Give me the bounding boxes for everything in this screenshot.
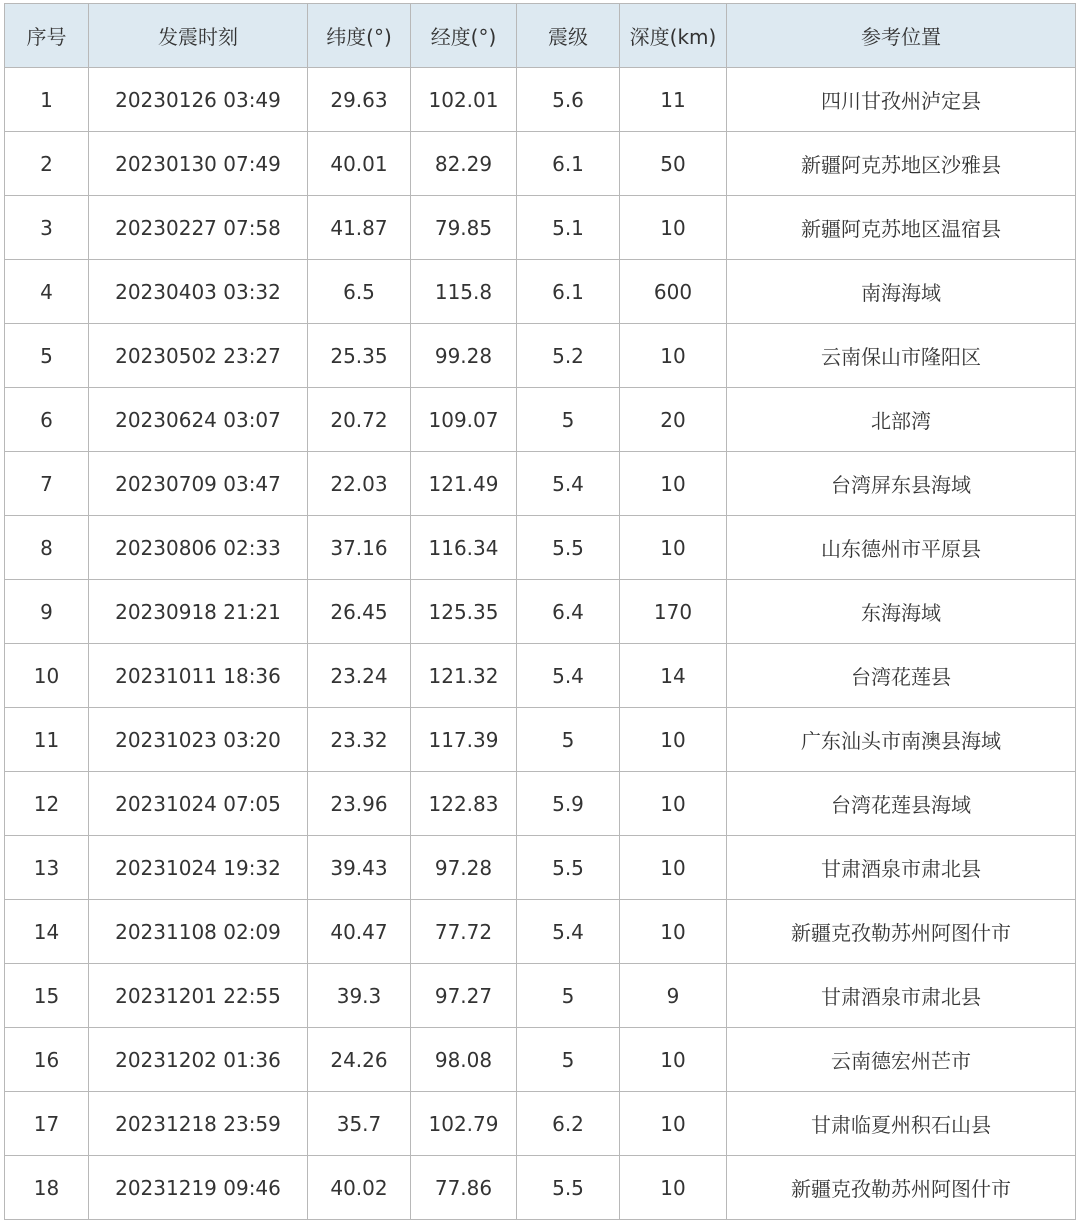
cell-location: 云南保山市隆阳区 [727,324,1076,388]
table-row [5,1028,1076,1092]
cell-magnitude: 5.4 [517,452,620,516]
cell-latitude: 29.63 [308,68,411,132]
table-row [5,580,1076,644]
cell-latitude: 22.03 [308,452,411,516]
cell-longitude: 97.27 [411,964,517,1028]
cell-time: 20231202 01:36 [89,1028,308,1092]
cell-index: 11 [5,708,89,772]
cell-latitude: 23.96 [308,772,411,836]
cell-location: 新疆阿克苏地区沙雅县 [727,132,1076,196]
cell-time: 20230918 21:21 [89,580,308,644]
cell-time: 20231219 09:46 [89,1156,308,1220]
cell-location: 北部湾 [727,388,1076,452]
earthquake-table-container [4,3,1075,1220]
cell-time: 20230502 23:27 [89,324,308,388]
cell-location: 四川甘孜州泸定县 [727,68,1076,132]
cell-index: 5 [5,324,89,388]
cell-location: 台湾花莲县 [727,644,1076,708]
cell-depth: 9 [620,964,727,1028]
cell-time: 20230624 03:07 [89,388,308,452]
table-row [5,196,1076,260]
header-depth: 深度(km) [620,4,727,68]
cell-depth: 10 [620,900,727,964]
cell-index: 12 [5,772,89,836]
cell-location: 新疆克孜勒苏州阿图什市 [727,900,1076,964]
cell-time: 20231024 07:05 [89,772,308,836]
cell-location: 山东德州市平原县 [727,516,1076,580]
cell-latitude: 37.16 [308,516,411,580]
cell-index: 14 [5,900,89,964]
header-index: 序号 [5,4,89,68]
cell-location: 台湾屏东县海域 [727,452,1076,516]
cell-longitude: 122.83 [411,772,517,836]
cell-depth: 14 [620,644,727,708]
cell-index: 9 [5,580,89,644]
cell-magnitude: 6.1 [517,132,620,196]
cell-latitude: 40.02 [308,1156,411,1220]
cell-magnitude: 5.5 [517,516,620,580]
cell-longitude: 121.32 [411,644,517,708]
cell-magnitude: 5.5 [517,836,620,900]
cell-longitude: 102.79 [411,1092,517,1156]
cell-location: 甘肃临夏州积石山县 [727,1092,1076,1156]
cell-index: 7 [5,452,89,516]
cell-time: 20230709 03:47 [89,452,308,516]
cell-location: 台湾花莲县海域 [727,772,1076,836]
cell-longitude: 79.85 [411,196,517,260]
cell-latitude: 40.47 [308,900,411,964]
cell-longitude: 82.29 [411,132,517,196]
cell-index: 1 [5,68,89,132]
header-location: 参考位置 [727,4,1076,68]
cell-magnitude: 5.1 [517,196,620,260]
cell-latitude: 6.5 [308,260,411,324]
cell-longitude: 98.08 [411,1028,517,1092]
cell-latitude: 39.43 [308,836,411,900]
cell-time: 20231011 18:36 [89,644,308,708]
cell-magnitude: 5 [517,964,620,1028]
header-magnitude: 震级 [517,4,620,68]
cell-location: 东海海域 [727,580,1076,644]
cell-latitude: 25.35 [308,324,411,388]
cell-longitude: 77.72 [411,900,517,964]
table-row [5,900,1076,964]
cell-location: 新疆克孜勒苏州阿图什市 [727,1156,1076,1220]
cell-time: 20231218 23:59 [89,1092,308,1156]
cell-magnitude: 5.9 [517,772,620,836]
cell-index: 17 [5,1092,89,1156]
cell-index: 4 [5,260,89,324]
cell-time: 20230130 07:49 [89,132,308,196]
cell-depth: 10 [620,708,727,772]
cell-index: 15 [5,964,89,1028]
table-row [5,964,1076,1028]
cell-magnitude: 5.5 [517,1156,620,1220]
cell-depth: 10 [620,324,727,388]
cell-index: 10 [5,644,89,708]
table-row [5,644,1076,708]
cell-depth: 10 [620,1028,727,1092]
cell-time: 20231108 02:09 [89,900,308,964]
cell-location: 广东汕头市南澳县海域 [727,708,1076,772]
cell-location: 云南德宏州芒市 [727,1028,1076,1092]
cell-index: 6 [5,388,89,452]
cell-time: 20230227 07:58 [89,196,308,260]
cell-location: 南海海域 [727,260,1076,324]
cell-latitude: 24.26 [308,1028,411,1092]
earthquake-table [4,3,1076,1220]
cell-depth: 10 [620,772,727,836]
cell-index: 13 [5,836,89,900]
cell-longitude: 97.28 [411,836,517,900]
cell-longitude: 116.34 [411,516,517,580]
cell-depth: 600 [620,260,727,324]
cell-time: 20230126 03:49 [89,68,308,132]
table-row [5,1156,1076,1220]
cell-longitude: 117.39 [411,708,517,772]
table-row [5,1092,1076,1156]
cell-magnitude: 6.2 [517,1092,620,1156]
cell-index: 18 [5,1156,89,1220]
cell-magnitude: 6.4 [517,580,620,644]
cell-index: 2 [5,132,89,196]
cell-longitude: 125.35 [411,580,517,644]
cell-latitude: 23.32 [308,708,411,772]
table-row [5,516,1076,580]
table-row [5,132,1076,196]
table-row [5,452,1076,516]
cell-longitude: 115.8 [411,260,517,324]
cell-longitude: 77.86 [411,1156,517,1220]
cell-time: 20231024 19:32 [89,836,308,900]
cell-magnitude: 6.1 [517,260,620,324]
header-latitude: 纬度(°) [308,4,411,68]
cell-longitude: 102.01 [411,68,517,132]
cell-latitude: 39.3 [308,964,411,1028]
cell-longitude: 109.07 [411,388,517,452]
table-row [5,68,1076,132]
cell-time: 20231201 22:55 [89,964,308,1028]
header-longitude: 经度(°) [411,4,517,68]
cell-magnitude: 5 [517,1028,620,1092]
cell-depth: 10 [620,196,727,260]
cell-depth: 10 [620,452,727,516]
cell-magnitude: 5.4 [517,900,620,964]
cell-latitude: 23.24 [308,644,411,708]
cell-depth: 10 [620,1156,727,1220]
cell-depth: 11 [620,68,727,132]
table-row [5,836,1076,900]
cell-depth: 20 [620,388,727,452]
cell-depth: 10 [620,1092,727,1156]
cell-magnitude: 5 [517,708,620,772]
cell-location: 甘肃酒泉市肃北县 [727,836,1076,900]
cell-depth: 170 [620,580,727,644]
cell-location: 新疆阿克苏地区温宿县 [727,196,1076,260]
cell-magnitude: 5.4 [517,644,620,708]
cell-latitude: 41.87 [308,196,411,260]
table-row [5,388,1076,452]
cell-index: 8 [5,516,89,580]
cell-depth: 50 [620,132,727,196]
cell-latitude: 26.45 [308,580,411,644]
cell-magnitude: 5 [517,388,620,452]
cell-depth: 10 [620,516,727,580]
cell-time: 20230403 03:32 [89,260,308,324]
cell-longitude: 121.49 [411,452,517,516]
header-time: 发震时刻 [89,4,308,68]
table-row [5,324,1076,388]
cell-index: 16 [5,1028,89,1092]
cell-latitude: 40.01 [308,132,411,196]
table-row [5,772,1076,836]
cell-time: 20231023 03:20 [89,708,308,772]
table-header-row [5,4,1076,68]
cell-index: 3 [5,196,89,260]
cell-latitude: 20.72 [308,388,411,452]
table-row [5,708,1076,772]
cell-longitude: 99.28 [411,324,517,388]
cell-latitude: 35.7 [308,1092,411,1156]
cell-magnitude: 5.6 [517,68,620,132]
cell-location: 甘肃酒泉市肃北县 [727,964,1076,1028]
table-body [5,68,1076,1220]
cell-magnitude: 5.2 [517,324,620,388]
cell-time: 20230806 02:33 [89,516,308,580]
table-row [5,260,1076,324]
cell-depth: 10 [620,836,727,900]
